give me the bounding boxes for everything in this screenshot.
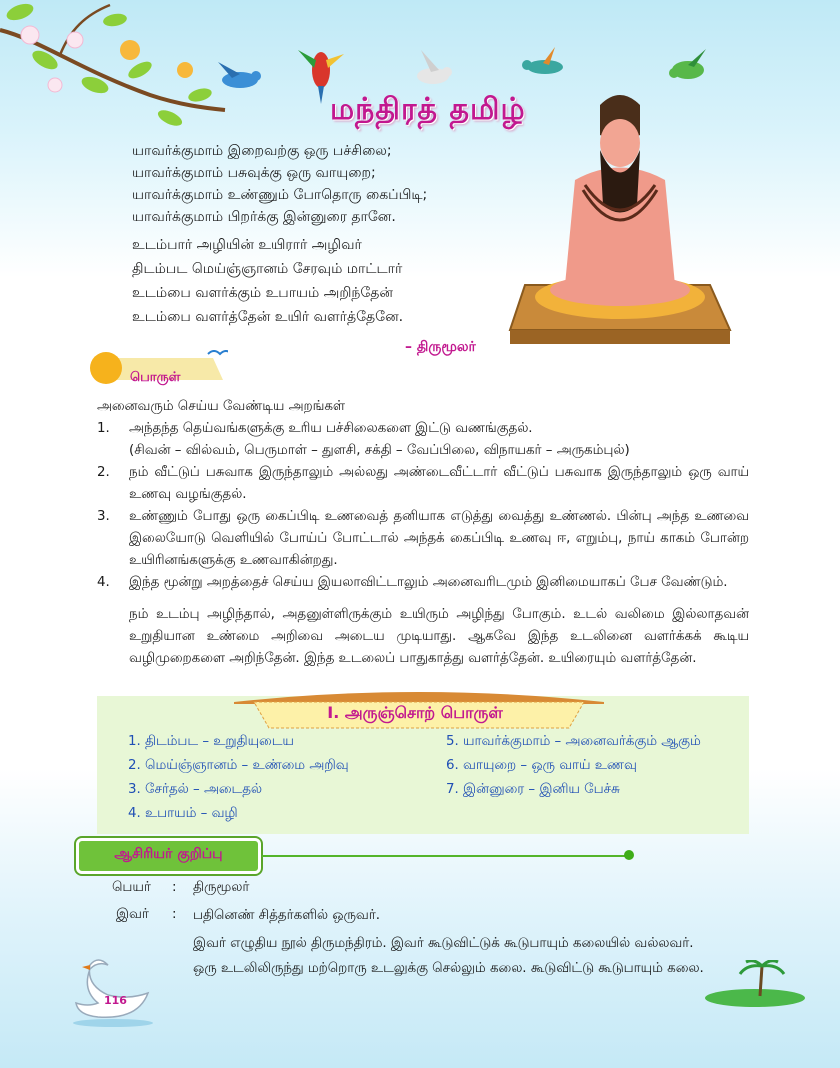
list-item-text: இந்த மூன்று அறத்தைச் செய்ய இயலாவிட்டாலும் அனைவரிடமும் இனிமையாகப் பேச வேண்டும். [129,575,728,590]
sage-thirumoolar-illustration [505,85,735,350]
glossary-entry: 7. இன்னுரை – இனிய பேச்சு [446,782,620,797]
porul-intro: அனைவரும் செய்ய வேண்டிய அறங்கள் [97,399,345,414]
bird-illustration [210,58,270,98]
poem-line: யாவர்க்குமாம் இறைவற்கு ஒரு பச்சிலை; [132,143,392,159]
divider-dot [624,850,634,860]
list-item-subtext: (சிவன் – வில்வம், பெருமாள் – துளசி, சக்தி – வேப்பிலை, விநாயகர் – அருகம்புல்) [129,443,630,458]
list-item-number: 1. [97,421,110,436]
list-item-text: நம் வீட்டுப் பசுவாக இருந்தாலும் அல்லது அண்டைவீட்டார் வீட்டுப் பசுவாக இருந்தாலும் ஒரு வாய் உணவு வழங்குதல். [129,465,749,502]
porul-label: பொருள் [130,370,181,385]
dove-illustration [405,48,460,93]
poem-line: யாவர்க்குமாம் உண்ணும் போதொரு கைப்பிடி; [132,187,428,203]
poem-line: யாவர்க்குமாம் பிறர்க்கு இன்னுரை தானே. [132,209,396,225]
name-value: திருமூலர் [193,880,250,895]
poem-line: உடம்பார் அழியின் உயிரார் அழிவர் [132,237,362,253]
about-colon: : [172,907,177,922]
glossary-entry: 5. யாவர்க்குமாம் – அனைவர்க்கும் ஆகும் [446,734,701,749]
glossary-entry: 2. மெய்ஞ்ஞானம் – உண்மை அறிவு [128,758,349,773]
list-item [97,462,749,506]
about-line: பதினெண் சித்தர்களில் ஒருவர். [193,908,381,923]
glossary-entry: 1. திடம்பட – உறுதியுடைய [128,734,294,749]
list-item-number: 3. [97,509,110,524]
page-title: மந்திரத் தமிழ் [330,92,526,127]
list-item [97,418,749,462]
poem-line: உடம்பை வளர்க்கும் உபாயம் அறிந்தேன் [132,285,393,301]
bird-illustration-2 [515,45,575,85]
poem-stanza-2 [132,233,403,329]
name-label: பெயர் [112,880,151,895]
page-number: 116 [104,994,127,1007]
swan-illustration [68,955,158,1030]
list-item-text [129,418,749,462]
about-label: இவர் [116,907,149,922]
poem-line: யாவர்க்குமாம் பசுவுக்கு ஒரு வாயுறை; [132,165,376,181]
name-colon: : [172,880,177,895]
poem-author: – திருமூலர் [405,339,476,355]
about-line: இவர் எழுதிய நூல் திருமந்திரம். இவர் கூடுவிட்டுக் கூடுபாயும் கலையில் வல்லவர். [193,936,694,951]
list-item [97,506,749,572]
island-illustration [700,960,810,1010]
glossary-title: I. அருஞ்சொற் பொருள் [327,703,503,722]
glossary-entry: 3. சேர்தல் – அடைதல் [128,782,263,797]
flowering-branch-illustration [0,0,230,140]
bird-illustration-3 [658,45,718,90]
list-item-number: 4. [97,575,110,590]
list-item-number: 2. [97,465,110,480]
about-line: ஒரு உடலிலிருந்து மற்றொரு உடலுக்கு செல்லும் கலை. கூடுவிட்டு கூடுபாயும் கலை. [193,961,704,976]
poem-stanza-1 [132,140,427,228]
list-item-text-line: அந்தந்த தெய்வங்களுக்கு உரிய பச்சிலைகளை இட்டு வணங்குதல். [129,421,533,436]
teacher-note-divider [262,855,628,857]
glossary-entry: 4. உபாயம் – வழி [128,806,238,821]
poem-line: உடம்பை வளர்த்தேன் உயிர் வளர்த்தேனே. [132,309,404,325]
meaning-paragraph: நம் உடம்பு அழிந்தால், அதனுள்ளிருக்கும் உயிரும் அழிந்து போகும். உடல் வலிமை இல்லாதவன் உறுதியான உண்மை அறிவை அடைய முடியாது. ஆகவே இந்த உடலினை வளர்க்கக் கூடிய வழிமுறைகளை அறிந்தேன். இந்த உடலைப் பாதுகாத்து வளர்த்தேன். உயிரையும் வளர்த்தேன். [129,607,749,666]
teacher-note-title: ஆசிரியர் குறிப்பு [114,846,223,862]
poem-line: திடம்பட மெய்ஞ்ஞானம் சேரவும் மாட்டார் [132,261,403,277]
list-item-text: உண்ணும் போது ஒரு கைப்பிடி உணவைத் தனியாக எடுத்து வைத்து உண்ணல். பின்பு அந்த உணவை இலையோடு வெளியில் போய்ப் போட்டால் அந்தக் கைப்பிடி உணவு ஈ, எறும்பு, நாய் காகம் போன்ற உயிரினங்களுக்கு உணவாகின்றது. [129,509,749,568]
glossary-entry: 6. வாயுறை – ஒரு வாய் உணவு [446,758,637,773]
